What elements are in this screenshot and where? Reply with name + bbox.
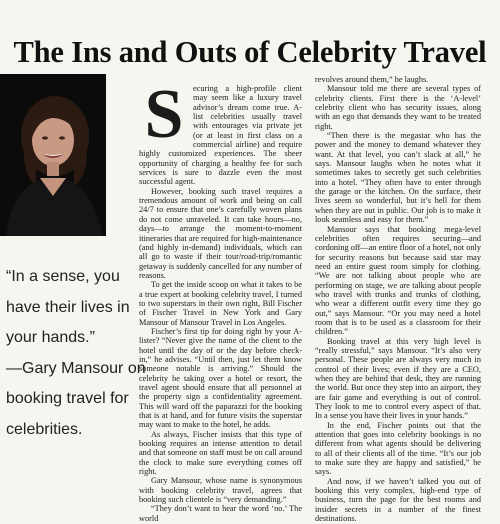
pull-quote	[6, 262, 146, 445]
paragraph: In the end, Fischer points out that the attention that goes into celebrity bookings is no different from what agents should be delivering to all of their clients all of the time. “It’s our job to make sure they are happy and satisfied,” he says.	[315, 420, 481, 477]
paragraph: To get the inside scoop on what it takes to be a true expert at booking celebrity travel, I turned to two superstars in their own right, Bill Fischer of Fischer Travel in New York and Gary Mansour of Mansour Travel in Los Angeles.	[139, 280, 302, 327]
paragraph: As always, Fischer insists that this type of booking requires an intense attention to detail and that someone on staff must be on call around the clock to make sure everything comes off right.	[139, 429, 302, 477]
drop-cap: S	[144, 76, 184, 153]
article-title: The Ins and Outs of Celebrity Travel	[13, 35, 487, 70]
paragraph: Mansour told me there are several types of celebrity clients. First there is the ‘A-level’ celebrity client who has security issues, along with an ego that demands they want to be treated right.	[315, 84, 481, 131]
paragraph-text: ecuring a high-profile client may seem like a luxury travel advisor’s dream come true. A-list celebrities usually travel with entourages via private jet (or at least in first class on a commercial airline) and require highly customized experiences. The sheer opportunity of charging a healthy fee for such services is sure to dazzle even the most successful agent.	[139, 84, 302, 187]
pull-quote-line: have their lives in	[6, 298, 130, 316]
paragraph: Gary Mansour, whose name is synonymous with booking celebrity travel, agrees that booking such clientele is “very demanding.”	[139, 476, 302, 505]
paragraph: revolves around them,” he laughs.	[315, 75, 429, 84]
author-photo	[0, 74, 106, 236]
pull-quote-attribution: booking travel for	[6, 390, 129, 407]
article-column-middle	[139, 76, 302, 523]
paragraph: “They don’t want to hear the word ‘no.’ The world	[139, 504, 302, 523]
paragraph: However, booking such travel requires a tremendous amount of work and being on call 24/7 to ensure that one’s carefully woven plans do not come unraveled. It can take hours—no, days—to arrange the moment-to-moment itineraries that are required for high-maintenance (and highly in-demand) individuals, which can all go to waste if their tour/road-trip/romantic getaway is suddenly cancelled for any number of reasons.	[139, 186, 302, 280]
paragraph: Fischer’s first tip for doing right by your A-lister? “Never give the name of the client to the hotel until the day of or the day before check-in,” he advises. “Until then, just let them know someone notable is arriving.” Should the celebrity be taking over a hotel or resort, the travel agent should ensure that all personnel at the property sign a confidentiality agreement. This will ward off the paparazzi for the booking that is at hand, and for future visits the superstar may want to make to the hotel, he adds.	[139, 326, 302, 430]
paragraph: Mansour says that booking mega-level celebrities often requires securing—and cordoning off—an entire floor of a hotel, not only for security reasons but because said star may need an entire guest room simply for clothing. “We are not talking about people who are performing on stage, we are talking about people who travel with trunks and trunks of clothing, who wear a different outfit every time they go out,” says Mansour. “Or you may need a hotel room that is to be used as a classroom for their children.”	[315, 224, 481, 337]
article-column-right	[315, 75, 481, 524]
paragraph	[139, 76, 302, 187]
paragraph: Booking travel at this very high level is “really stressful,” says Mansour. “It’s also very personal. These people are always very much in control of their lives; even if they are a CEO, when they are behind that desk, they are running the world. But once they step into an airport, they are fair game and everything is out of control. They look to me to control every aspect of that. In a sense you have their lives in your hands.”	[315, 336, 481, 421]
portrait-illustration	[0, 74, 106, 236]
paragraph: “Then there is the megastar who has the power and the money to demand whatever they want. At that level, you can’t slack at all,” he says. Mansour laughs when he notes what it sometimes takes to secretly get such celebrities into a hotel. “They often have to enter through the garage or the kitchen. On the surface, their lives seem so wonderful, but it’s hell for them when they are out in public. Our job is to make it look seamless and easy for them.”	[315, 131, 481, 225]
pull-quote-line: your hands.”	[6, 329, 95, 346]
paragraph: And now, if we haven’t talked you out of booking this very complex, high-end type of business, turn the page for the best rooms and insider secrets in a number of the finest destinations.	[315, 476, 481, 524]
pull-quote-line: “In a sense, you	[6, 268, 120, 285]
pull-quote-attribution: —Gary Mansour on	[6, 359, 146, 377]
pull-quote-attribution: celebrities.	[6, 420, 83, 438]
